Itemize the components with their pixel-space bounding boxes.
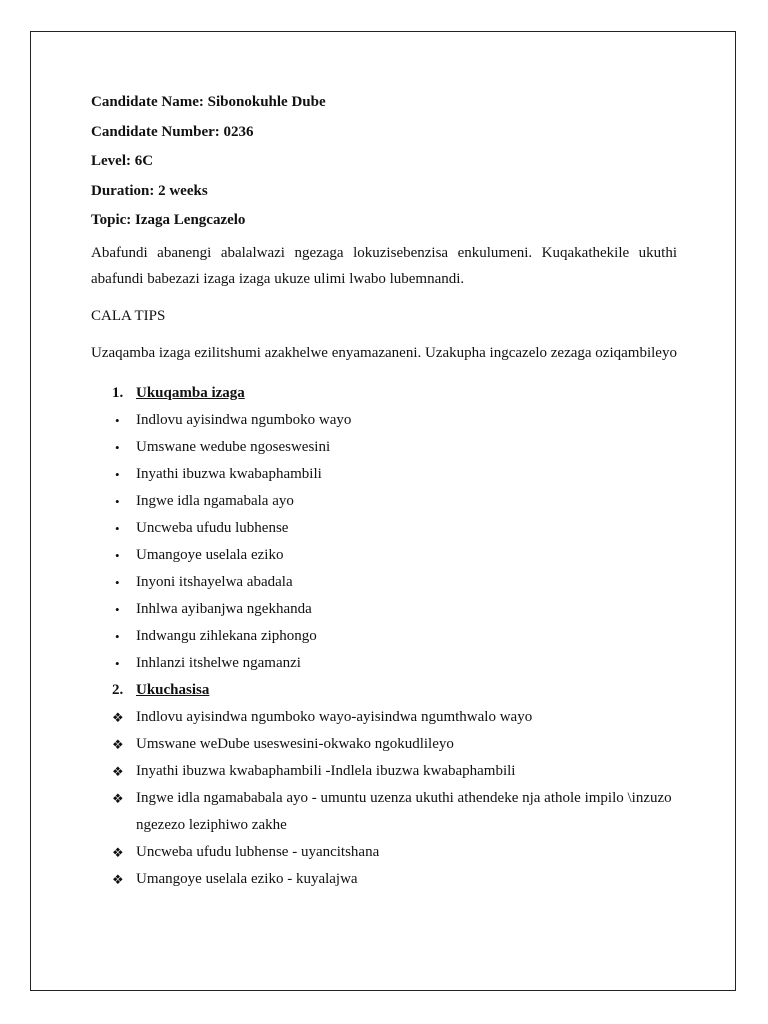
list-item	[91, 515, 677, 542]
proverb-text: Uncweba ufudu lubhense	[136, 520, 289, 536]
section-number: 2.	[112, 682, 124, 698]
proverb-text: Inhlanzi itshelwe ngamanzi	[136, 655, 301, 671]
list-item	[91, 704, 677, 731]
bullet-icon: •	[115, 467, 120, 482]
explanation-text: Indlovu ayisindwa ngumboko wayo-ayisindwa ngumthwalo wayo	[136, 709, 533, 725]
list-item	[91, 461, 677, 488]
diamond-bullet-icon: ❖	[112, 845, 124, 860]
list-item	[91, 866, 677, 893]
proverb-text: Inyathi ibuzwa kwabaphambili	[136, 466, 322, 482]
section-title: Ukuqamba izaga	[136, 385, 245, 401]
document-page	[30, 31, 736, 991]
section-number: 1.	[112, 385, 124, 401]
candidate-number: Candidate Number: 0236	[91, 123, 254, 140]
instruction-paragraph: Uzaqamba izaga ezilitshumi azakhelwe enyamazaneni. Uzakupha ingcazelo zezaga oziqambileyo	[91, 344, 677, 361]
answer-list	[91, 380, 677, 893]
list-item	[91, 785, 677, 839]
list-item	[91, 758, 677, 785]
bullet-icon: •	[115, 440, 120, 455]
explanation-text: Umangoye uselala eziko - kuyalajwa	[136, 871, 358, 887]
bullet-icon: •	[115, 602, 120, 617]
list-item	[91, 731, 677, 758]
list-item	[91, 569, 677, 596]
bullet-icon: •	[115, 575, 120, 590]
proverb-text: Ingwe idla ngamabala ayo	[136, 493, 294, 509]
duration: Duration: 2 weeks	[91, 182, 208, 199]
explanation-text: Umswane weDube useswesini-okwako ngokudlileyo	[136, 736, 454, 752]
proverb-text: Inhlwa ayibanjwa ngekhanda	[136, 601, 312, 617]
explanation-text: Ingwe idla ngamababala ayo - umuntu uzenza ukuthi athendeke nja athole impilo \inzuzo ngezezo leziphiwo zakhe	[136, 790, 672, 833]
diamond-bullet-icon: ❖	[112, 791, 124, 806]
proverb-text: Umswane wedube ngoseswesini	[136, 439, 331, 455]
bullet-icon: •	[115, 413, 120, 428]
diamond-bullet-icon: ❖	[112, 764, 124, 779]
intro-paragraph: Abafundi abanengi abalalwazi ngezaga lokuzisebenzisa enkulumeni. Kuqakathekile ukuthi abafundi babezazi izaga izaga ukuze ulimi lwabo lubemnandi.	[91, 244, 677, 287]
list-item	[91, 488, 677, 515]
bullet-icon: •	[115, 656, 120, 671]
list-item	[91, 542, 677, 569]
candidate-name: Candidate Name: Sibonokuhle Dube	[91, 94, 326, 110]
section-title: Ukuchasisa	[136, 682, 210, 698]
proverb-text: Indlovu ayisindwa ngumboko wayo	[136, 412, 352, 428]
diamond-bullet-icon: ❖	[112, 872, 124, 887]
explanation-text: Inyathi ibuzwa kwabaphambili -Indlela ibuzwa kwabaphambili	[136, 763, 516, 779]
list-item	[91, 596, 677, 623]
diamond-bullet-icon: ❖	[112, 737, 124, 752]
list-item	[91, 623, 677, 650]
section-heading-1	[91, 380, 677, 407]
topic: Topic: Izaga Lengcazelo	[91, 212, 246, 228]
list-item	[91, 434, 677, 461]
proverb-text: Umangoye uselala eziko	[136, 547, 284, 563]
list-item	[91, 839, 677, 866]
bullet-icon: •	[115, 629, 120, 644]
bullet-icon: •	[115, 548, 120, 563]
list-item	[91, 407, 677, 434]
section-heading-2	[91, 677, 677, 704]
diamond-bullet-icon: ❖	[112, 710, 124, 725]
proverb-text: Indwangu zihlekana ziphongo	[136, 628, 317, 644]
bullet-icon: •	[115, 521, 120, 536]
explanation-text: Uncweba ufudu lubhense - uyancitshana	[136, 844, 380, 860]
tips-heading: CALA TIPS	[91, 307, 166, 324]
document-content	[91, 92, 677, 893]
proverb-text: Inyoni itshayelwa abadala	[136, 574, 293, 590]
level: Level: 6C	[91, 153, 154, 169]
bullet-icon: •	[115, 494, 120, 509]
list-item	[91, 650, 677, 677]
